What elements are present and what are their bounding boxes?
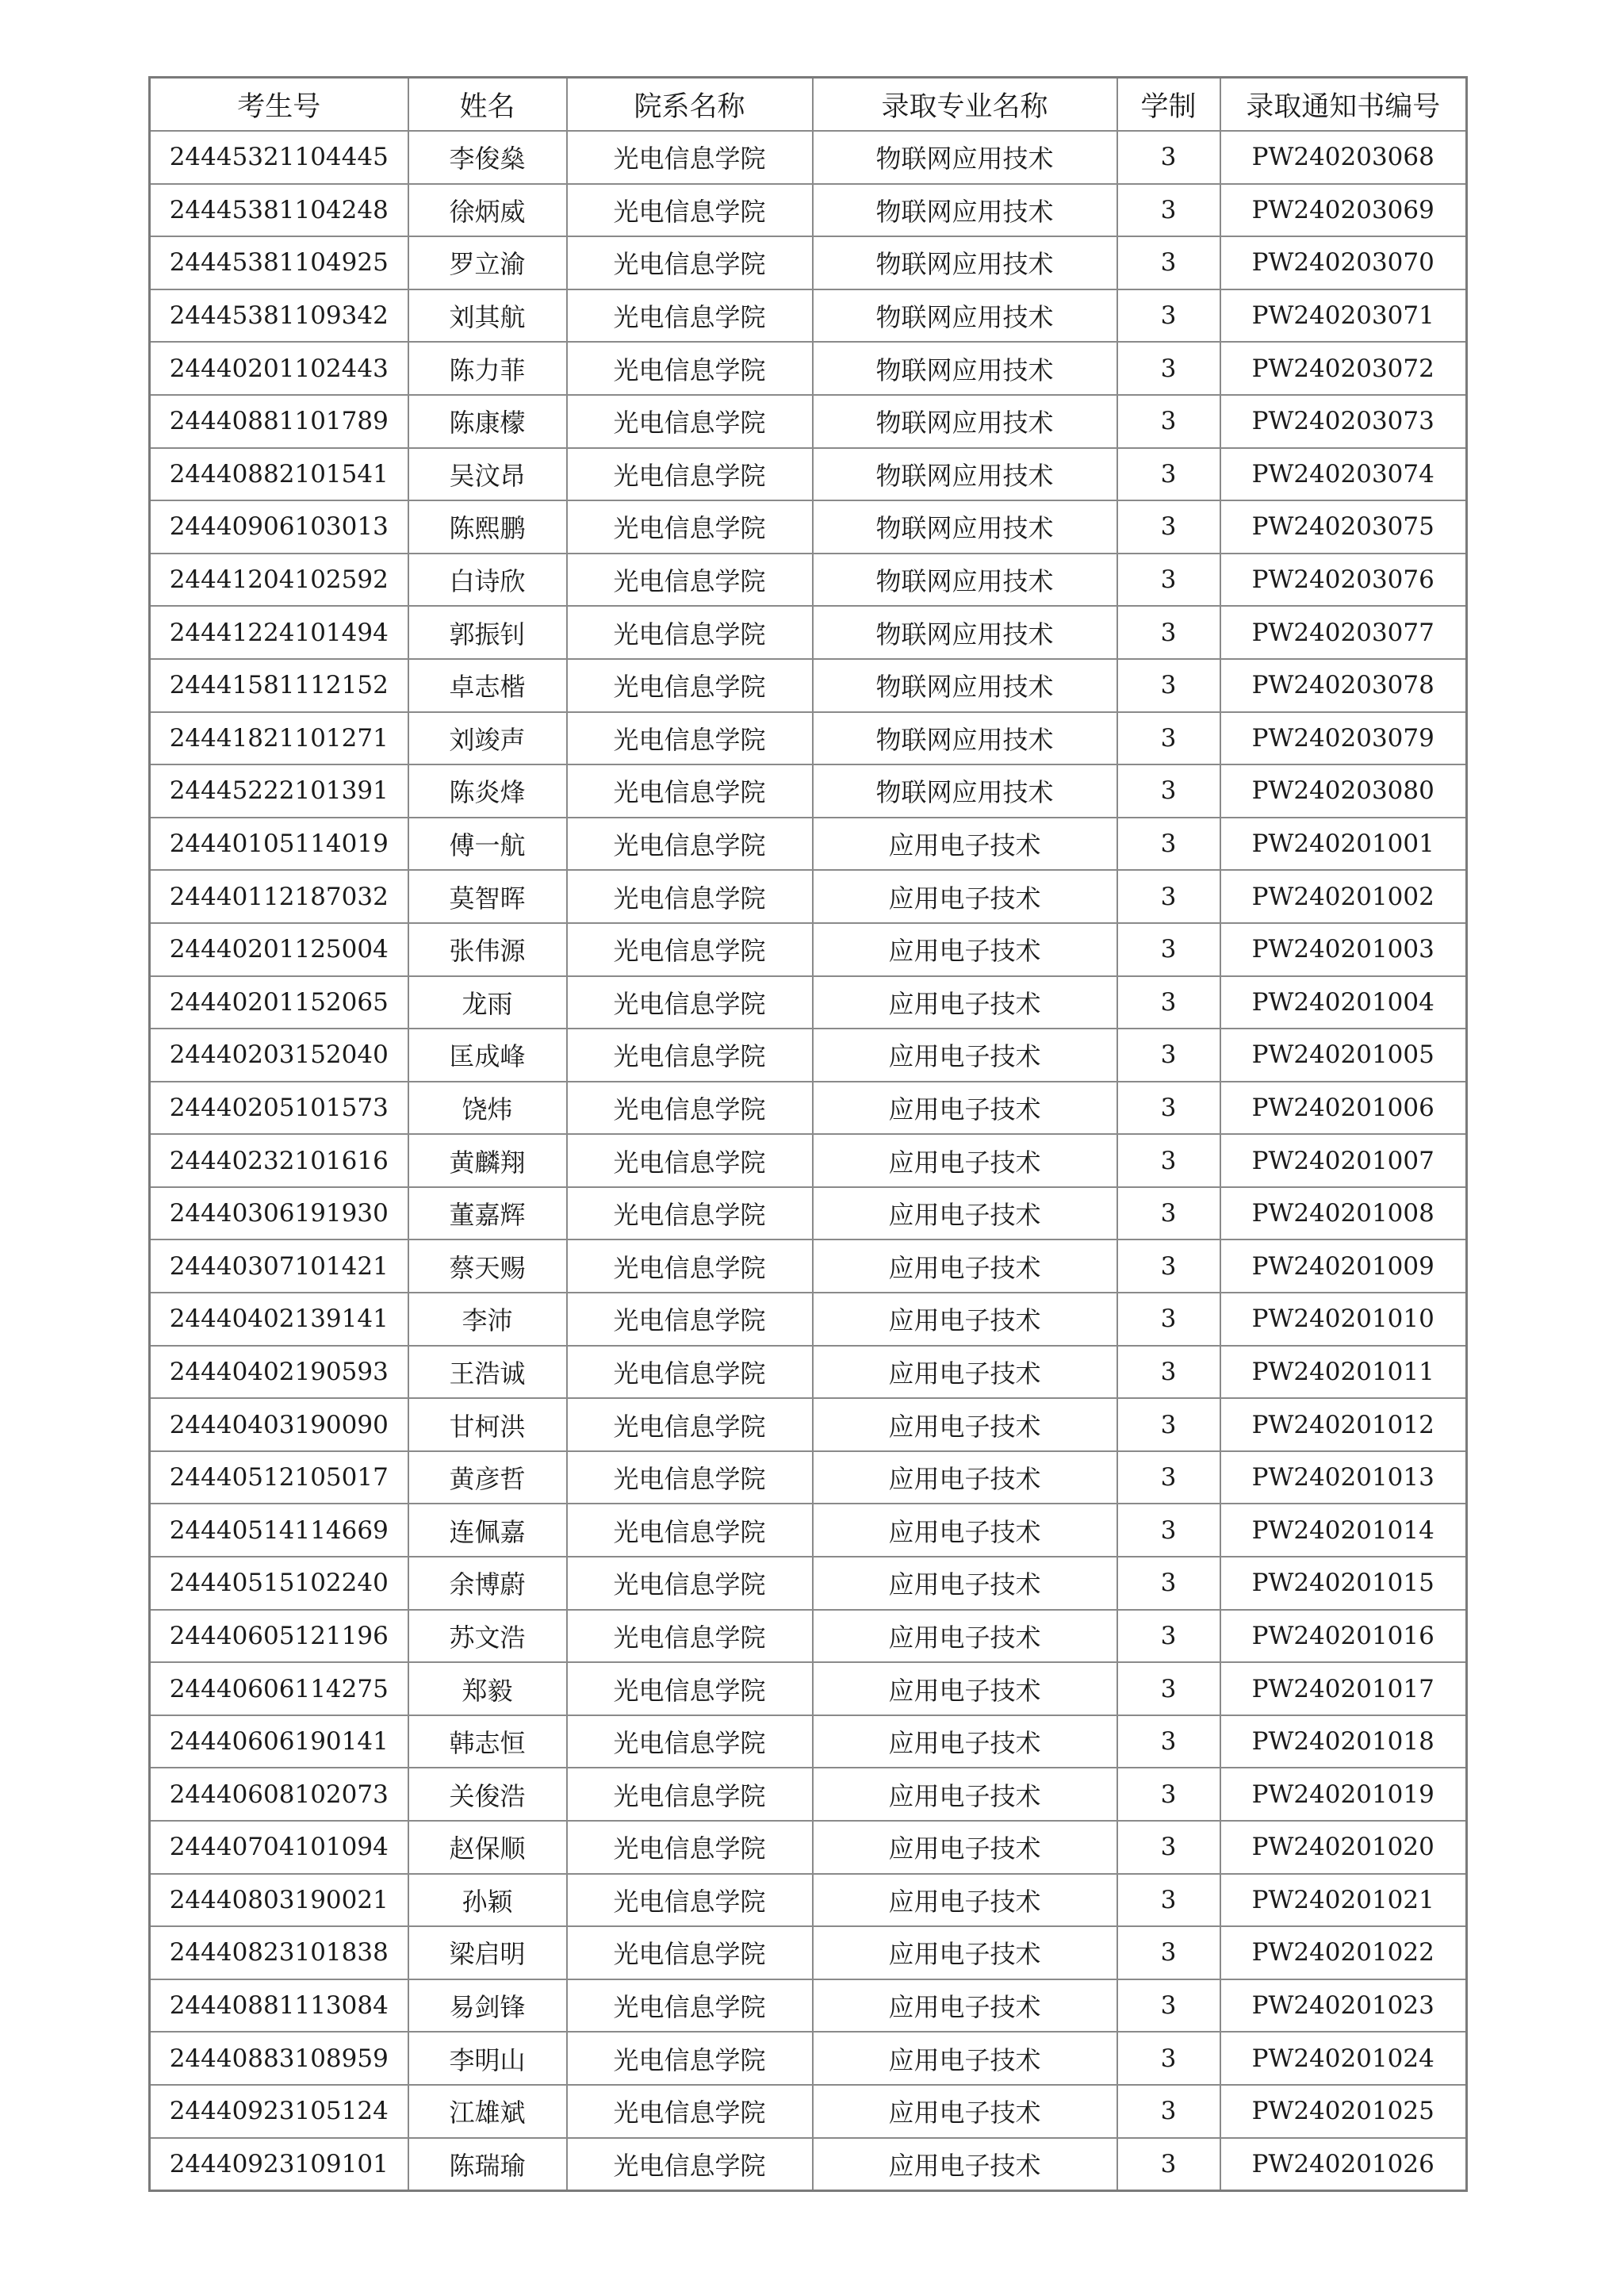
department-cell: 光电信息学院 <box>567 1662 813 1715</box>
table-row <box>150 1187 1467 1240</box>
table-row <box>150 500 1467 554</box>
student-name-cell: 郑毅 <box>408 1662 567 1715</box>
student-name-cell: 卓志楷 <box>408 659 567 712</box>
duration-cell: 3 <box>1117 184 1220 237</box>
duration-cell: 3 <box>1117 764 1220 818</box>
student-name-cell: 李俊燊 <box>408 131 567 184</box>
major-cell: 物联网应用技术 <box>813 659 1117 712</box>
notice-number-cell: PW240203080 <box>1220 764 1467 818</box>
candidate-number-cell: 24440201152065 <box>150 976 408 1029</box>
major-cell: 应用电子技术 <box>813 1610 1117 1663</box>
table-row <box>150 395 1467 448</box>
candidate-number-cell: 24441821101271 <box>150 712 408 765</box>
duration-cell: 3 <box>1117 1715 1220 1768</box>
duration-cell: 3 <box>1117 1239 1220 1293</box>
student-name-cell: 易剑锋 <box>408 1979 567 2033</box>
table-row <box>150 2138 1467 2191</box>
table-row <box>150 1451 1467 1504</box>
candidate-number-cell: 24440608102073 <box>150 1768 408 1821</box>
candidate-number-cell: 24441581112152 <box>150 659 408 712</box>
duration-cell: 3 <box>1117 923 1220 976</box>
student-name-cell: 董嘉辉 <box>408 1187 567 1240</box>
student-name-cell: 龙雨 <box>408 976 567 1029</box>
major-cell: 物联网应用技术 <box>813 448 1117 501</box>
notice-number-cell: PW240201002 <box>1220 870 1467 923</box>
student-name-cell: 黄彦哲 <box>408 1451 567 1504</box>
notice-number-cell: PW240201001 <box>1220 818 1467 871</box>
header-candidate-number: 考生号 <box>150 78 408 132</box>
student-name-cell: 梁启明 <box>408 1926 567 1979</box>
duration-cell: 3 <box>1117 1662 1220 1715</box>
major-cell: 物联网应用技术 <box>813 395 1117 448</box>
notice-number-cell: PW240201010 <box>1220 1293 1467 1346</box>
student-name-cell: 关俊浩 <box>408 1768 567 1821</box>
candidate-number-cell: 24440881113084 <box>150 1979 408 2033</box>
duration-cell: 3 <box>1117 554 1220 607</box>
table-row <box>150 923 1467 976</box>
table-row <box>150 606 1467 659</box>
major-cell: 应用电子技术 <box>813 1398 1117 1451</box>
notice-number-cell: PW240201003 <box>1220 923 1467 976</box>
major-cell: 应用电子技术 <box>813 870 1117 923</box>
major-cell: 物联网应用技术 <box>813 289 1117 343</box>
table-row <box>150 554 1467 607</box>
student-name-cell: 黄麟翔 <box>408 1134 567 1187</box>
notice-number-cell: PW240201024 <box>1220 2032 1467 2085</box>
candidate-number-cell: 24440803190021 <box>150 1874 408 1927</box>
student-name-cell: 陈炎烽 <box>408 764 567 818</box>
student-name-cell: 孙颖 <box>408 1874 567 1927</box>
candidate-number-cell: 24440514114669 <box>150 1504 408 1557</box>
header-major: 录取专业名称 <box>813 78 1117 132</box>
department-cell: 光电信息学院 <box>567 1557 813 1610</box>
table-row <box>150 1874 1467 1927</box>
student-name-cell: 韩志恒 <box>408 1715 567 1768</box>
candidate-number-cell: 24445381104248 <box>150 184 408 237</box>
table-row <box>150 1239 1467 1293</box>
student-name-cell: 陈力菲 <box>408 342 567 395</box>
table-row <box>150 236 1467 289</box>
table-row <box>150 659 1467 712</box>
candidate-number-cell: 24440923109101 <box>150 2138 408 2191</box>
duration-cell: 3 <box>1117 236 1220 289</box>
table-row <box>150 2032 1467 2085</box>
candidate-number-cell: 24440201102443 <box>150 342 408 395</box>
major-cell: 应用电子技术 <box>813 1187 1117 1240</box>
duration-cell: 3 <box>1117 2138 1220 2191</box>
notice-number-cell: PW240201018 <box>1220 1715 1467 1768</box>
table-row <box>150 818 1467 871</box>
duration-cell: 3 <box>1117 1398 1220 1451</box>
department-cell: 光电信息学院 <box>567 606 813 659</box>
candidate-number-cell: 24440704101094 <box>150 1821 408 1874</box>
department-cell: 光电信息学院 <box>567 1239 813 1293</box>
student-name-cell: 张伟源 <box>408 923 567 976</box>
notice-number-cell: PW240201017 <box>1220 1662 1467 1715</box>
notice-number-cell: PW240203078 <box>1220 659 1467 712</box>
candidate-number-cell: 24440402139141 <box>150 1293 408 1346</box>
department-cell: 光电信息学院 <box>567 923 813 976</box>
student-name-cell: 郭振钊 <box>408 606 567 659</box>
table-row <box>150 1662 1467 1715</box>
candidate-number-cell: 24445381104925 <box>150 236 408 289</box>
duration-cell: 3 <box>1117 342 1220 395</box>
candidate-number-cell: 24440882101541 <box>150 448 408 501</box>
department-cell: 光电信息学院 <box>567 1451 813 1504</box>
notice-number-cell: PW240203068 <box>1220 131 1467 184</box>
notice-number-cell: PW240201022 <box>1220 1926 1467 1979</box>
duration-cell: 3 <box>1117 1768 1220 1821</box>
table-row <box>150 184 1467 237</box>
notice-number-cell: PW240201023 <box>1220 1979 1467 2033</box>
header-department: 院系名称 <box>567 78 813 132</box>
candidate-number-cell: 24440402190593 <box>150 1346 408 1399</box>
major-cell: 应用电子技术 <box>813 1557 1117 1610</box>
major-cell: 应用电子技术 <box>813 1346 1117 1399</box>
notice-number-cell: PW240201016 <box>1220 1610 1467 1663</box>
department-cell: 光电信息学院 <box>567 2032 813 2085</box>
major-cell: 应用电子技术 <box>813 2138 1117 2191</box>
notice-number-cell: PW240201014 <box>1220 1504 1467 1557</box>
notice-number-cell: PW240201011 <box>1220 1346 1467 1399</box>
table-row <box>150 448 1467 501</box>
department-cell: 光电信息学院 <box>567 976 813 1029</box>
department-cell: 光电信息学院 <box>567 818 813 871</box>
student-name-cell: 蔡天赐 <box>408 1239 567 1293</box>
department-cell: 光电信息学院 <box>567 1715 813 1768</box>
candidate-number-cell: 24440205101573 <box>150 1082 408 1135</box>
notice-number-cell: PW240201005 <box>1220 1029 1467 1082</box>
candidate-number-cell: 24445321104445 <box>150 131 408 184</box>
major-cell: 应用电子技术 <box>813 1134 1117 1187</box>
student-name-cell: 陈瑞瑜 <box>408 2138 567 2191</box>
department-cell: 光电信息学院 <box>567 1504 813 1557</box>
notice-number-cell: PW240201007 <box>1220 1134 1467 1187</box>
notice-number-cell: PW240203079 <box>1220 712 1467 765</box>
major-cell: 应用电子技术 <box>813 1504 1117 1557</box>
table-row <box>150 1557 1467 1610</box>
table-row <box>150 712 1467 765</box>
table-row <box>150 2085 1467 2138</box>
duration-cell: 3 <box>1117 2085 1220 2138</box>
duration-cell: 3 <box>1117 606 1220 659</box>
department-cell: 光电信息学院 <box>567 289 813 343</box>
student-name-cell: 匡成峰 <box>408 1029 567 1082</box>
major-cell: 物联网应用技术 <box>813 342 1117 395</box>
notice-number-cell: PW240201012 <box>1220 1398 1467 1451</box>
duration-cell: 3 <box>1117 976 1220 1029</box>
major-cell: 应用电子技术 <box>813 923 1117 976</box>
duration-cell: 3 <box>1117 2032 1220 2085</box>
candidate-number-cell: 24440605121196 <box>150 1610 408 1663</box>
duration-cell: 3 <box>1117 1979 1220 2033</box>
major-cell: 物联网应用技术 <box>813 236 1117 289</box>
admission-table <box>148 76 1468 2192</box>
header-name: 姓名 <box>408 78 567 132</box>
notice-number-cell: PW240203073 <box>1220 395 1467 448</box>
major-cell: 应用电子技术 <box>813 818 1117 871</box>
notice-number-cell: PW240203072 <box>1220 342 1467 395</box>
student-name-cell: 徐炳威 <box>408 184 567 237</box>
candidate-number-cell: 24440883108959 <box>150 2032 408 2085</box>
table-row <box>150 1082 1467 1135</box>
major-cell: 应用电子技术 <box>813 1715 1117 1768</box>
table-body <box>150 131 1467 2191</box>
department-cell: 光电信息学院 <box>567 1187 813 1240</box>
major-cell: 应用电子技术 <box>813 1293 1117 1346</box>
candidate-number-cell: 24441224101494 <box>150 606 408 659</box>
candidate-number-cell: 24440512105017 <box>150 1451 408 1504</box>
department-cell: 光电信息学院 <box>567 1874 813 1927</box>
candidate-number-cell: 24445381109342 <box>150 289 408 343</box>
major-cell: 应用电子技术 <box>813 976 1117 1029</box>
notice-number-cell: PW240201021 <box>1220 1874 1467 1927</box>
candidate-number-cell: 24440306191930 <box>150 1187 408 1240</box>
duration-cell: 3 <box>1117 1293 1220 1346</box>
department-cell: 光电信息学院 <box>567 395 813 448</box>
notice-number-cell: PW240201020 <box>1220 1821 1467 1874</box>
duration-cell: 3 <box>1117 1187 1220 1240</box>
table-row <box>150 1029 1467 1082</box>
notice-number-cell: PW240201006 <box>1220 1082 1467 1135</box>
student-name-cell: 傅一航 <box>408 818 567 871</box>
major-cell: 应用电子技术 <box>813 1662 1117 1715</box>
department-cell: 光电信息学院 <box>567 554 813 607</box>
header-notice-number: 录取通知书编号 <box>1220 78 1467 132</box>
notice-number-cell: PW240203077 <box>1220 606 1467 659</box>
table-row <box>150 1610 1467 1663</box>
student-name-cell: 白诗欣 <box>408 554 567 607</box>
table-row <box>150 342 1467 395</box>
duration-cell: 3 <box>1117 289 1220 343</box>
student-name-cell: 苏文浩 <box>408 1610 567 1663</box>
table-row <box>150 1346 1467 1399</box>
major-cell: 应用电子技术 <box>813 1821 1117 1874</box>
duration-cell: 3 <box>1117 659 1220 712</box>
duration-cell: 3 <box>1117 1610 1220 1663</box>
notice-number-cell: PW240203075 <box>1220 500 1467 554</box>
table-row <box>150 131 1467 184</box>
table-row <box>150 1504 1467 1557</box>
notice-number-cell: PW240201026 <box>1220 2138 1467 2191</box>
student-name-cell: 陈熙鹏 <box>408 500 567 554</box>
candidate-number-cell: 24440105114019 <box>150 818 408 871</box>
student-name-cell: 余博蔚 <box>408 1557 567 1610</box>
student-name-cell: 甘柯洪 <box>408 1398 567 1451</box>
notice-number-cell: PW240201013 <box>1220 1451 1467 1504</box>
duration-cell: 3 <box>1117 1451 1220 1504</box>
department-cell: 光电信息学院 <box>567 1082 813 1135</box>
table-row <box>150 976 1467 1029</box>
table-row <box>150 1134 1467 1187</box>
major-cell: 物联网应用技术 <box>813 184 1117 237</box>
table-row <box>150 1398 1467 1451</box>
major-cell: 物联网应用技术 <box>813 764 1117 818</box>
student-name-cell: 赵保顺 <box>408 1821 567 1874</box>
major-cell: 物联网应用技术 <box>813 500 1117 554</box>
duration-cell: 3 <box>1117 131 1220 184</box>
notice-number-cell: PW240201008 <box>1220 1187 1467 1240</box>
duration-cell: 3 <box>1117 1082 1220 1135</box>
major-cell: 物联网应用技术 <box>813 712 1117 765</box>
major-cell: 物联网应用技术 <box>813 131 1117 184</box>
student-name-cell: 连佩嘉 <box>408 1504 567 1557</box>
department-cell: 光电信息学院 <box>567 448 813 501</box>
department-cell: 光电信息学院 <box>567 1293 813 1346</box>
table-row <box>150 870 1467 923</box>
notice-number-cell: PW240201025 <box>1220 2085 1467 2138</box>
candidate-number-cell: 24440923105124 <box>150 2085 408 2138</box>
notice-number-cell: PW240203076 <box>1220 554 1467 607</box>
candidate-number-cell: 24440203152040 <box>150 1029 408 1082</box>
table-row <box>150 289 1467 343</box>
notice-number-cell: PW240203070 <box>1220 236 1467 289</box>
table-header-row <box>150 78 1467 132</box>
notice-number-cell: PW240201019 <box>1220 1768 1467 1821</box>
duration-cell: 3 <box>1117 870 1220 923</box>
header-duration: 学制 <box>1117 78 1220 132</box>
duration-cell: 3 <box>1117 818 1220 871</box>
department-cell: 光电信息学院 <box>567 2138 813 2191</box>
candidate-number-cell: 24440403190090 <box>150 1398 408 1451</box>
student-name-cell: 王浩诚 <box>408 1346 567 1399</box>
duration-cell: 3 <box>1117 1874 1220 1927</box>
major-cell: 应用电子技术 <box>813 1979 1117 2033</box>
notice-number-cell: PW240201015 <box>1220 1557 1467 1610</box>
duration-cell: 3 <box>1117 1926 1220 1979</box>
notice-number-cell: PW240201004 <box>1220 976 1467 1029</box>
department-cell: 光电信息学院 <box>567 2085 813 2138</box>
department-cell: 光电信息学院 <box>567 870 813 923</box>
student-name-cell: 吴汶昂 <box>408 448 567 501</box>
department-cell: 光电信息学院 <box>567 342 813 395</box>
student-name-cell: 陈康檬 <box>408 395 567 448</box>
major-cell: 物联网应用技术 <box>813 554 1117 607</box>
duration-cell: 3 <box>1117 712 1220 765</box>
major-cell: 应用电子技术 <box>813 1926 1117 1979</box>
department-cell: 光电信息学院 <box>567 712 813 765</box>
major-cell: 应用电子技术 <box>813 1029 1117 1082</box>
table-row <box>150 1821 1467 1874</box>
major-cell: 应用电子技术 <box>813 1874 1117 1927</box>
student-name-cell: 刘竣声 <box>408 712 567 765</box>
notice-number-cell: PW240203074 <box>1220 448 1467 501</box>
candidate-number-cell: 24440823101838 <box>150 1926 408 1979</box>
department-cell: 光电信息学院 <box>567 1029 813 1082</box>
candidate-number-cell: 24440307101421 <box>150 1239 408 1293</box>
major-cell: 物联网应用技术 <box>813 606 1117 659</box>
department-cell: 光电信息学院 <box>567 1979 813 2033</box>
candidate-number-cell: 24441204102592 <box>150 554 408 607</box>
student-name-cell: 饶炜 <box>408 1082 567 1135</box>
department-cell: 光电信息学院 <box>567 1926 813 1979</box>
candidate-number-cell: 24440606190141 <box>150 1715 408 1768</box>
duration-cell: 3 <box>1117 1134 1220 1187</box>
candidate-number-cell: 24440112187032 <box>150 870 408 923</box>
notice-number-cell: PW240203071 <box>1220 289 1467 343</box>
duration-cell: 3 <box>1117 448 1220 501</box>
major-cell: 应用电子技术 <box>813 1768 1117 1821</box>
student-name-cell: 莫智晖 <box>408 870 567 923</box>
candidate-number-cell: 24440515102240 <box>150 1557 408 1610</box>
department-cell: 光电信息学院 <box>567 1768 813 1821</box>
major-cell: 应用电子技术 <box>813 2085 1117 2138</box>
student-name-cell: 李明山 <box>408 2032 567 2085</box>
student-name-cell: 罗立渝 <box>408 236 567 289</box>
major-cell: 应用电子技术 <box>813 1451 1117 1504</box>
department-cell: 光电信息学院 <box>567 1821 813 1874</box>
notice-number-cell: PW240203069 <box>1220 184 1467 237</box>
department-cell: 光电信息学院 <box>567 184 813 237</box>
student-name-cell: 江雄斌 <box>408 2085 567 2138</box>
student-name-cell: 刘其航 <box>408 289 567 343</box>
department-cell: 光电信息学院 <box>567 236 813 289</box>
duration-cell: 3 <box>1117 1821 1220 1874</box>
department-cell: 光电信息学院 <box>567 500 813 554</box>
table-row <box>150 1979 1467 2033</box>
major-cell: 应用电子技术 <box>813 1082 1117 1135</box>
candidate-number-cell: 24440906103013 <box>150 500 408 554</box>
table-row <box>150 1715 1467 1768</box>
major-cell: 应用电子技术 <box>813 2032 1117 2085</box>
department-cell: 光电信息学院 <box>567 1398 813 1451</box>
duration-cell: 3 <box>1117 1557 1220 1610</box>
table-row <box>150 764 1467 818</box>
notice-number-cell: PW240201009 <box>1220 1239 1467 1293</box>
department-cell: 光电信息学院 <box>567 1610 813 1663</box>
student-name-cell: 李沛 <box>408 1293 567 1346</box>
department-cell: 光电信息学院 <box>567 1134 813 1187</box>
major-cell: 应用电子技术 <box>813 1239 1117 1293</box>
candidate-number-cell: 24440201125004 <box>150 923 408 976</box>
candidate-number-cell: 24445222101391 <box>150 764 408 818</box>
candidate-number-cell: 24440881101789 <box>150 395 408 448</box>
duration-cell: 3 <box>1117 395 1220 448</box>
department-cell: 光电信息学院 <box>567 764 813 818</box>
table-row <box>150 1926 1467 1979</box>
duration-cell: 3 <box>1117 500 1220 554</box>
duration-cell: 3 <box>1117 1029 1220 1082</box>
candidate-number-cell: 24440232101616 <box>150 1134 408 1187</box>
department-cell: 光电信息学院 <box>567 1346 813 1399</box>
department-cell: 光电信息学院 <box>567 131 813 184</box>
department-cell: 光电信息学院 <box>567 659 813 712</box>
table-row <box>150 1293 1467 1346</box>
duration-cell: 3 <box>1117 1504 1220 1557</box>
table-row <box>150 1768 1467 1821</box>
candidate-number-cell: 24440606114275 <box>150 1662 408 1715</box>
duration-cell: 3 <box>1117 1346 1220 1399</box>
